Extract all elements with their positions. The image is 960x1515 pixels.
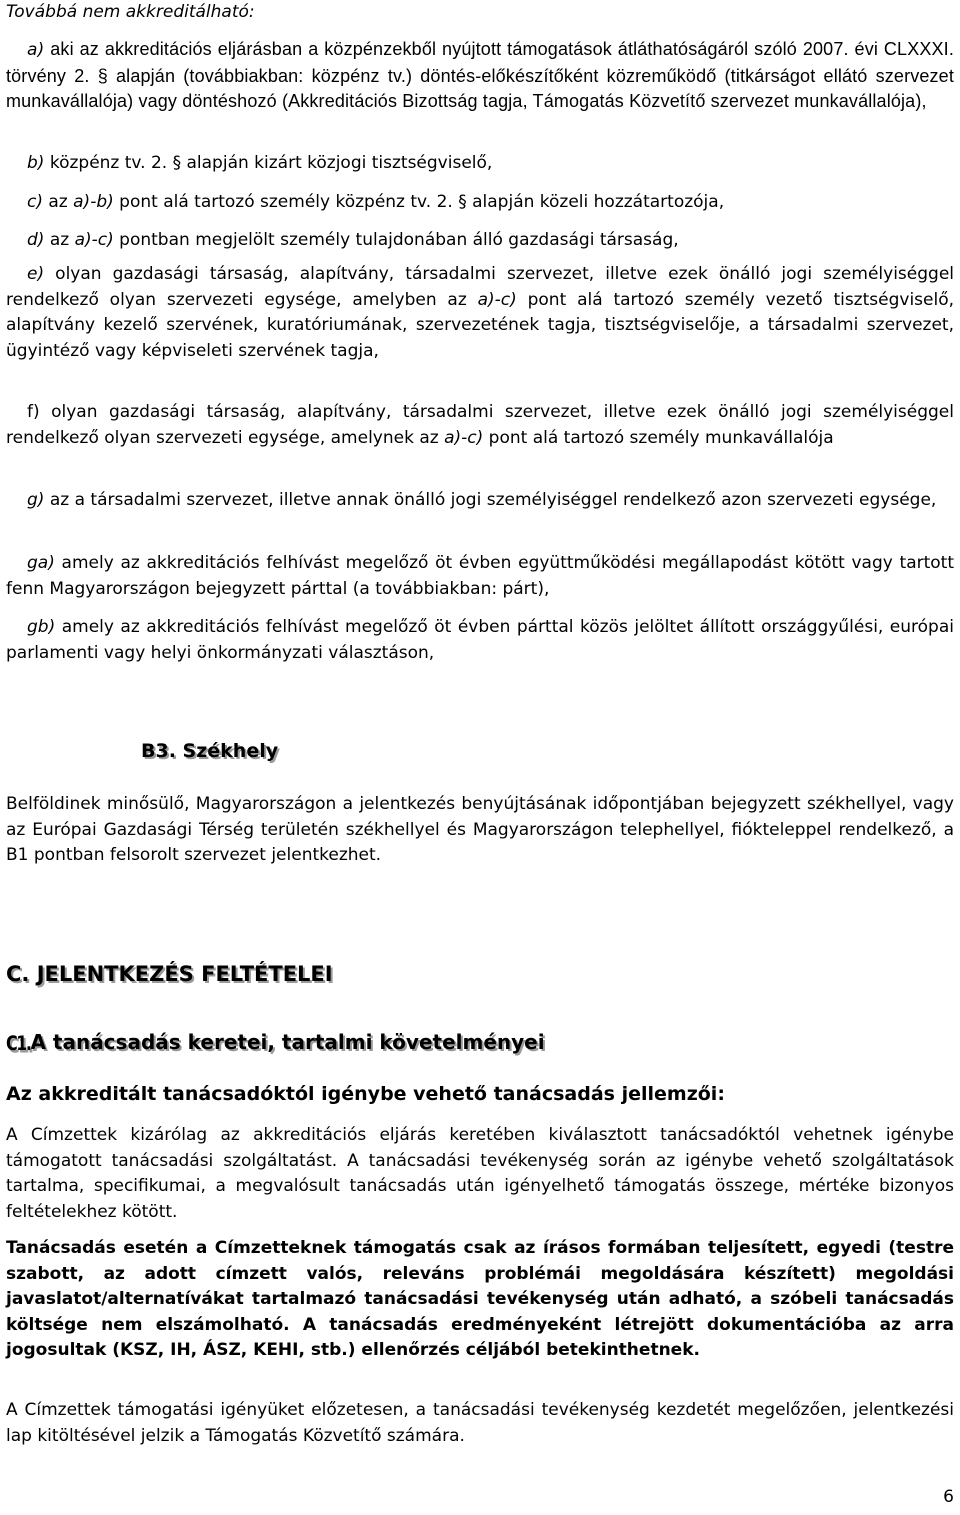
item-a [6,37,954,115]
item-b-label: b) [27,153,45,173]
item-f-text-post: pont alá tartozó személy munkavállalója [483,427,834,448]
item-d-text-post: pontban megjelölt személy tulajdonában álló gazdasági társaság, [113,230,679,250]
item-a-text: aki az akkreditációs eljárásban a közpénzekből nyújtott támogatások átláthatóságáról szóló 2007. évi CLXXXI. törvény 2. § alapján (továbbiakban: közpénz tv.) döntés-előkészítőként közreműködő (titkárságot ellátó szervezet munkavállalója) vagy döntéshozó (Akkreditációs Bizottság tagja, Támogatás Közvetítő szervezet munkavállalója), [6,39,954,111]
paragraph-3: A Címzettek támogatási igényüket előzetesen, a tanácsadási tevékenység kezdetét megelőzően, jelentkezési lap kitöltésével jelzik a Támogatás Közvetítő számára. [6,1400,954,1446]
item-e-text-pre: olyan gazdasági társaság, alapítvány, társadalmi szervezet, illetve ezek önálló jogi személyiséggel rendelkező olyan szervezeti egysége, amelyben az [6,264,954,310]
item-f-ref: a)-c) [444,427,484,448]
item-g [6,488,954,514]
item-e-label: e) [27,264,45,284]
item-f [6,400,954,451]
item-c-label: c) [27,192,43,212]
item-gb [6,615,954,666]
item-ga [6,551,954,602]
item-e [6,262,954,364]
section-c1-title: A tanácsadás keretei, tartalmi követelményei [30,1030,545,1054]
item-c-text-post: pont alá tartozó személy közpénz tv. 2. § alapján közeli hozzátartozója, [113,192,725,212]
item-g-text: az a társadalmi szervezet, illetve annak önálló jogi személyiséggel rendelkező azon szervezeti egysége, [44,490,937,510]
item-gb-text: amely az akkreditációs felhívást megelőző öt évben párttal közös jelöltet állított országgyűlési, európai parlamenti vagy helyi önkormányzati választáson, [6,617,954,663]
paragraph-2-bold: Tanácsadás esetén a Címzetteknek támogatás csak az írásos formában teljesített, egyedi (testre szabott, az adott címzett valós, releváns problémái megoldására készített) megoldási javaslatot/alternatívákat tartalmazó tanácsadási tevékenység után adható, a szóbeli tanácsadás költsége nem elszámolható. A tanácsadás eredményeként létrejött dokumentációba az arra jogosultak (KSZ, IH, ÁSZ, KEHI, stb.) ellenőrzés céljából betekinthetnek. [6,1238,954,1360]
section-b3-text: Belföldinek minősülő, Magyarországon a jelentkezés benyújtásának időpontjában bejegyzett székhellyel, vagy az Európai Gazdasági Térség területén székhellyel és Magyarországon telephellyel, fiókteleppel rendelkező, a B1 pontban felsorolt szervezet jelentkezhet. [6,794,954,865]
item-d [27,228,954,254]
section-c-heading: C. JELENTKEZÉS FELTÉTELEI [6,962,333,986]
section-c1-number: C1. [6,1032,31,1055]
item-b [27,151,954,177]
paragraph-1: A Címzettek kizárólag az akkreditációs eljárás keretében kiválasztott tanácsadóktól vehetnek igénybe támogatott tanácsadási szolgáltatást. A tanácsadási tevékenység során az igénybe vehető szolgáltatások tartalma, specifikumai, a megvalósult tanácsadás után igényelhető támogatás összege, mértéke bizonyos feltételekhez kötött. [6,1125,954,1222]
item-d-label: d) [27,230,45,250]
item-c-text-pre: az [42,192,74,212]
item-gb-label: gb) [27,617,56,637]
item-c-ref: a)-b) [73,192,114,212]
section-b3-heading: B3. Székhely [141,740,279,762]
item-b-text: közpénz tv. 2. § alapján kizárt közjogi tisztségviselő, [44,153,493,173]
item-e-text-post: pont alá tartozó személy vezető tisztségviselő, alapítvány kezelő szervének, kuratóriumának, szervezetének tagja, tisztségviselője, a társadalmi szervezet, ügyintéző vagy képviseleti szervének tagja, [6,289,955,361]
item-d-text-pre: az [44,230,75,250]
subheading: Az akkreditált tanácsadóktól igénybe vehető tanácsadás jellemzői: [6,1083,725,1105]
item-g-label: g) [27,490,45,510]
item-d-ref: a)-c) [74,230,114,250]
page-number: 6 [943,1487,954,1507]
item-ga-text: amely az akkreditációs felhívást megelőző öt évben együttműködési megállapodást kötött vagy tartott fenn Magyarországon bejegyzett párttal (a továbbiakban: párt), [6,553,954,599]
item-f-text-pre: f) olyan gazdasági társaság, alapítvány, társadalmi szervezet, illetve ezek önálló jogi személyiséggel rendelkező olyan szervezeti egysége, amelynek az [6,402,954,448]
item-ga-label: ga) [27,553,55,573]
section-c1-heading [6,1030,545,1054]
item-c [27,190,954,216]
item-e-ref: a)-c) [477,289,517,310]
item-a-label: a) [27,40,45,60]
intro-heading: Továbbá nem akkreditálható: [6,2,255,22]
